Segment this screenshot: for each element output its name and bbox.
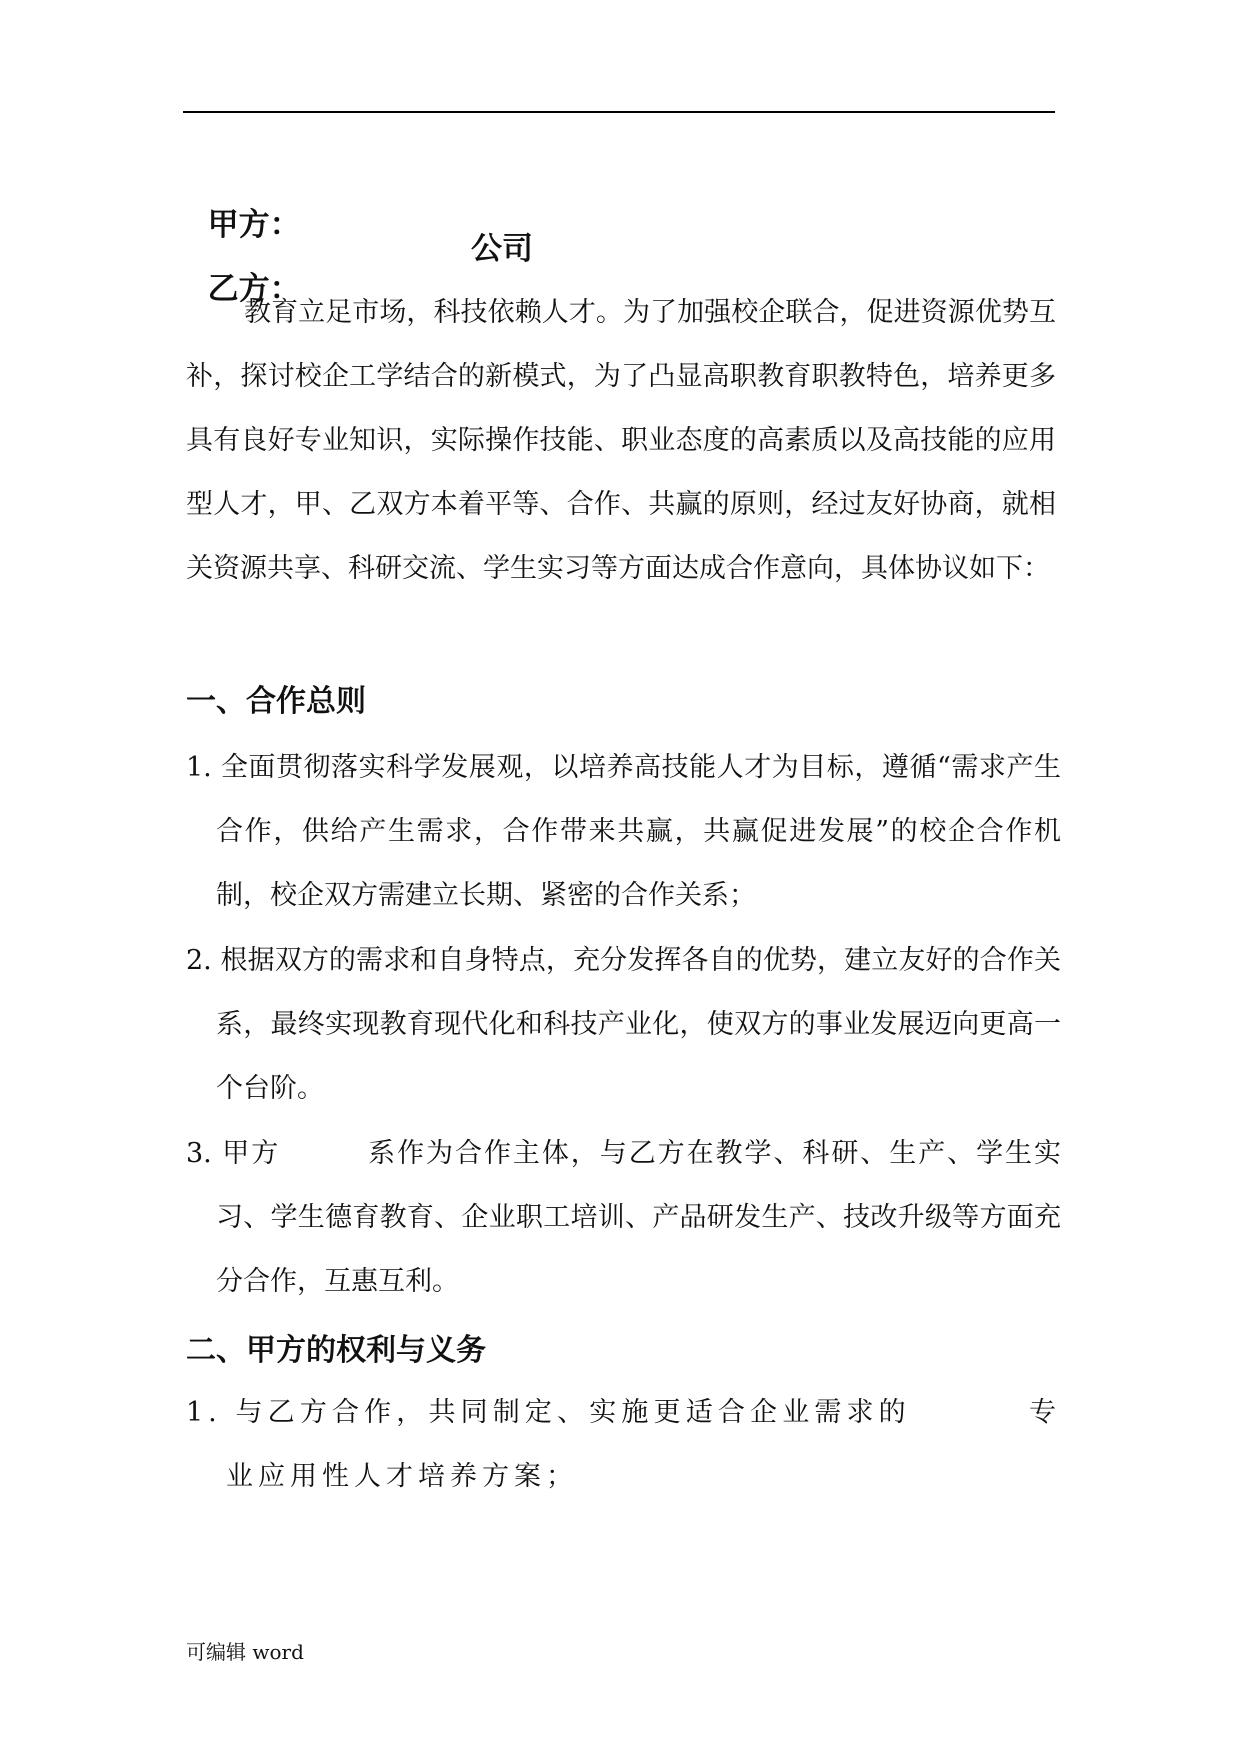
intro-paragraph: 教育立足市场，科技依赖人才。为了加强校企联合，促进资源优势互补，探讨校企工学结合的新模式，为了凸显高职教育职教特色，培养更多具有良好专业知识，实际操作技能、职业态度的高素质以及高技能的应用型人才，甲、乙双方本着平等、合作、共赢的原则，经过友好协商，就相关资源共享、科研交流、学生实习等方面达成合作意向，具体协议如下： xyxy=(186,297,1056,584)
item-s2-1-rest: 专业应用性人才培养方案； xyxy=(226,1397,1062,1492)
party-b-label: 乙方： xyxy=(207,271,301,307)
section-1-item-2: 2. 根据双方的需求和自身特点，充分发挥各自的优势，建立友好的合作关系，最终实现教育现代化和科技产业化，使双方的事业发展迈向更高一个台阶。 xyxy=(186,945,1061,1104)
section-1-item-3 xyxy=(186,1122,1061,1314)
section-1-heading: 一、合作总则 xyxy=(186,684,366,719)
party-b-company: 公司 xyxy=(471,231,533,267)
item-3-start: 3. 甲方 xyxy=(186,1138,281,1169)
section-2-item-1 xyxy=(186,1381,1061,1509)
section-2-heading: 二、甲方的权利与义务 xyxy=(186,1333,486,1368)
item-3-rest: 系作为合作主体，与乙方在教学、科研、生产、学生实习、学生德育教育、企业职工培训、产品研发生产、技改升级等方面充分合作，互惠互利。 xyxy=(216,1138,1062,1297)
item-s2-1-start: 1. 与乙方合作，共同制定、实施更适合企业需求的 xyxy=(186,1397,911,1428)
header-rule xyxy=(183,111,1055,113)
footer-note: 可编辑 word xyxy=(186,1640,304,1664)
party-a-label: 甲方： xyxy=(207,207,301,243)
section-1-item-1: 1. 全面贯彻落实科学发展观，以培养高技能人才为目标，遵循“需求产生合作，供给产生需求，合作带来共赢，共赢促进发展”的校企合作机制，校企双方需建立长期、紧密的合作关系； xyxy=(186,752,1061,911)
